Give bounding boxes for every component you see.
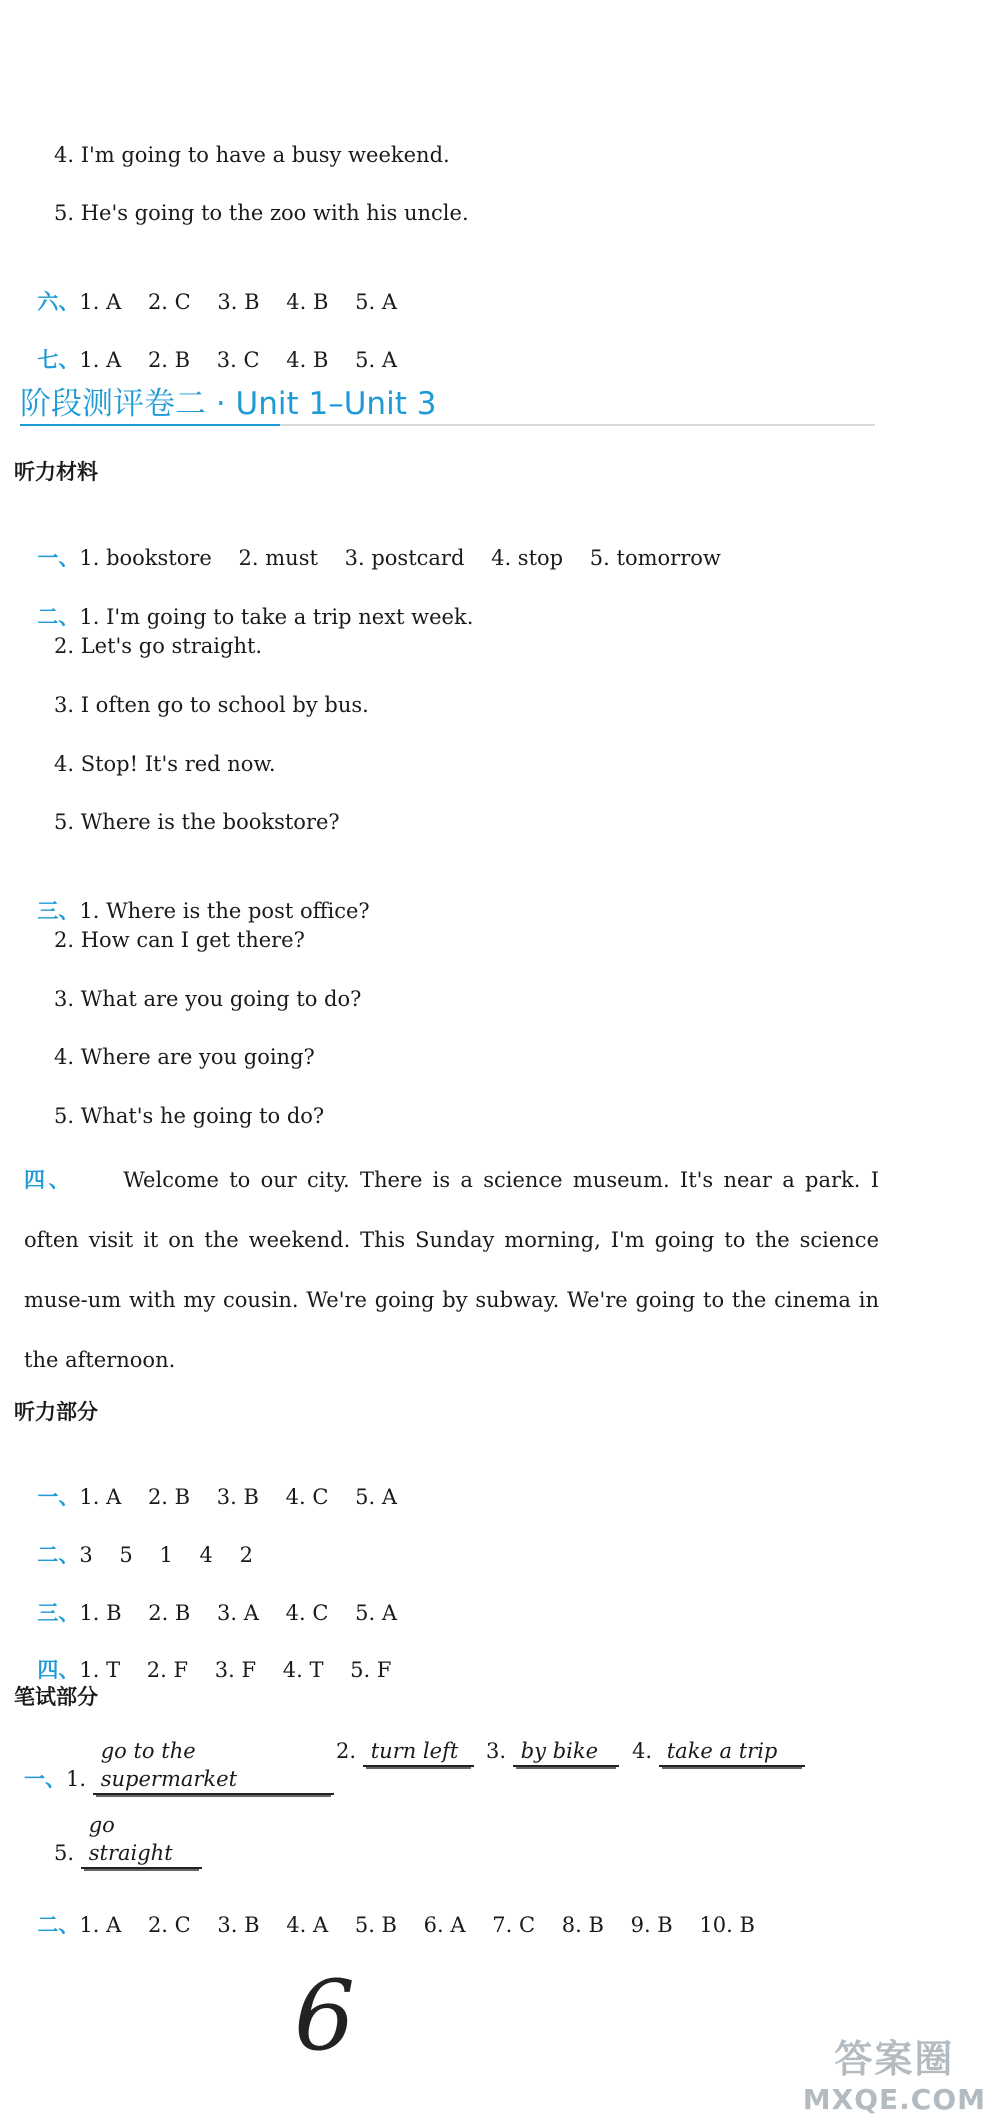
text-line: 5. What's he going to do? xyxy=(54,1104,325,1128)
section-divider xyxy=(20,424,875,426)
blank-label: 1. xyxy=(66,1767,87,1791)
fill-blank-row xyxy=(24,1737,334,1795)
answer-row xyxy=(24,866,370,926)
fill-blank xyxy=(54,1811,202,1869)
text-line: 3. I often go to school by bus. xyxy=(54,693,369,717)
answer-row xyxy=(24,257,397,317)
section-title: 阶段测评卷二 · Unit 1–Unit 3 xyxy=(20,386,437,422)
fill-blank xyxy=(336,1737,474,1767)
answer-text: 1. A 2. C 3. B 4. B 5. A xyxy=(79,290,397,314)
text-line: 4. I'm going to have a busy weekend. xyxy=(54,143,450,167)
written-part-heading: 笔试部分 xyxy=(14,1685,98,1709)
text-line: 5. He's going to the zoo with his uncle. xyxy=(54,201,469,225)
question-number: 七、 xyxy=(37,348,80,372)
listening-material-heading: 听力材料 xyxy=(14,460,98,484)
answer-row xyxy=(24,572,473,632)
watermark-bottom: MXQE.COM xyxy=(802,2083,986,2116)
handwritten-answer: go straight xyxy=(81,1811,202,1869)
answer-text: 3 5 1 4 2 xyxy=(79,1543,253,1567)
answer-text: 1. Where is the post office? xyxy=(79,899,370,923)
page-number: 6 xyxy=(294,1960,356,2072)
answer-row xyxy=(24,513,721,573)
question-number: 一、 xyxy=(24,1767,66,1791)
answer-text: 1. B 2. B 3. A 4. C 5. A xyxy=(79,1601,397,1625)
answer-row xyxy=(24,315,397,375)
question-number: 三、 xyxy=(37,1601,80,1625)
fill-blank xyxy=(486,1737,619,1767)
answer-text: 1. A 2. C 3. B 4. A 5. B 6. A 7. C 8. B 9. B 10. B xyxy=(79,1913,755,1937)
text-line: 4. Stop! It's red now. xyxy=(54,752,276,776)
question-number: 一、 xyxy=(37,546,80,570)
passage xyxy=(24,1150,879,1390)
answer-row xyxy=(24,1568,397,1628)
question-number: 一、 xyxy=(37,1485,80,1509)
answer-text: 1. T 2. F 3. F 4. T 5. F xyxy=(79,1658,392,1682)
text-line: 5. Where is the bookstore? xyxy=(54,810,340,834)
text-line: 4. Where are you going? xyxy=(54,1045,315,1069)
answer-row xyxy=(24,1625,391,1685)
watermark-top: 答案圈 xyxy=(834,2037,955,2081)
question-number: 四、 xyxy=(37,1658,80,1682)
handwritten-answer: take a trip xyxy=(659,1737,805,1767)
question-number: 二、 xyxy=(37,1543,80,1567)
text-line: 3. What are you going to do? xyxy=(54,987,362,1011)
blank-label: 4. xyxy=(632,1739,653,1763)
blank-label: 5. xyxy=(54,1841,75,1865)
handwritten-answer: go to the supermarket xyxy=(93,1737,334,1795)
fill-blank xyxy=(632,1737,805,1767)
passage-text: Welcome to our city. There is a science museum. It's near a park. I often visit it on the weekend. This Sunday morning, I'm going to the science muse-um with my cousin. We're going by subway. We're going to the cinema in the afternoon. xyxy=(24,1168,879,1372)
answer-row xyxy=(24,1452,397,1512)
answer-row xyxy=(24,1510,253,1570)
text-line: 2. Let's go straight. xyxy=(54,634,263,658)
watermark-logo xyxy=(803,2028,986,2116)
listening-part-heading: 听力部分 xyxy=(14,1400,98,1424)
text-line: 2. How can I get there? xyxy=(54,928,305,952)
handwritten-answer: by bike xyxy=(513,1737,619,1767)
answer-row xyxy=(24,1880,755,1940)
question-number: 三、 xyxy=(37,899,80,923)
handwritten-answer: turn left xyxy=(363,1737,474,1767)
blank-label: 3. xyxy=(486,1739,507,1763)
question-number: 六、 xyxy=(37,290,80,314)
question-number: 四、 xyxy=(24,1168,74,1192)
question-number: 二、 xyxy=(37,605,80,629)
answer-text: 1. A 2. B 3. C 4. B 5. A xyxy=(79,348,397,372)
answer-text: 1. A 2. B 3. B 4. C 5. A xyxy=(79,1485,397,1509)
answer-text: 1. bookstore 2. must 3. postcard 4. stop 5. tomorrow xyxy=(79,546,721,570)
answer-text: 1. I'm going to take a trip next week. xyxy=(79,605,474,629)
blank-label: 2. xyxy=(336,1739,357,1763)
question-number: 二、 xyxy=(37,1913,80,1937)
